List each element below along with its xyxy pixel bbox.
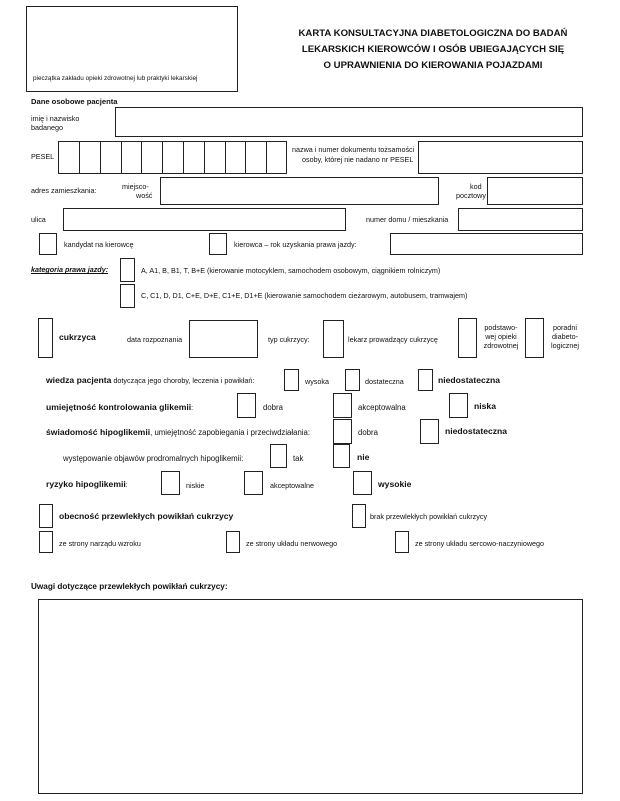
risk-high-label: wysokie	[378, 479, 412, 489]
control-low-label: niska	[474, 401, 496, 411]
knowledge-insufficient-label: niedostateczna	[438, 375, 501, 385]
knowledge-sufficient-label: dostateczna	[365, 377, 404, 386]
complications-absent-label: brak przewlekłych powikłań cukrzycy	[370, 512, 488, 521]
diabetes-checkbox[interactable]	[38, 318, 53, 358]
hypo-awareness-label: świadomość hipoglikemii	[46, 427, 151, 437]
city-field[interactable]	[160, 177, 439, 205]
knowledge-high-checkbox[interactable]	[284, 369, 299, 391]
pesel-field[interactable]	[58, 141, 287, 174]
cardiovascular-label: ze strony układu sercowo-naczyniowego	[415, 539, 545, 548]
house-number-label: numer domu / mieszkania	[366, 215, 449, 224]
driver-label: kierowca – rok uzyskania prawa jazdy:	[234, 240, 357, 249]
hypo-risk-label: ryzyko hipoglikemii	[46, 479, 126, 489]
attending-doctor-label: lekarz prowadzący cukrzycę	[348, 335, 438, 344]
glycemia-control-row: umiejętność kontrolowania glikemii:	[46, 402, 194, 412]
city-label-2: wość	[136, 191, 153, 200]
risk-high-checkbox[interactable]	[353, 471, 372, 495]
risk-acceptable-checkbox[interactable]	[244, 471, 263, 495]
license-year-field[interactable]	[390, 233, 583, 255]
diabetes-label: cukrzyca	[59, 332, 96, 342]
nervous-system-label: ze strony układu nerwowego	[246, 539, 338, 548]
control-good-label: dobra	[263, 403, 283, 412]
category-a-checkbox[interactable]	[120, 258, 135, 282]
title-line-3: O UPRAWNIENIA DO KIEROWANIA POJAZDAMI	[323, 60, 543, 71]
knowledge-sufficient-checkbox[interactable]	[345, 369, 360, 391]
address-label: adres zamieszkania:	[31, 186, 97, 195]
name-label-2: badanego	[31, 123, 63, 132]
prodromal-yes-checkbox[interactable]	[270, 444, 287, 468]
document-label-1: nazwa i numer dokumentu tożsamości	[292, 145, 415, 154]
title-line-1: KARTA KONSULTACYJNA DIABETOLOGICZNA DO BADAŃ	[298, 28, 568, 39]
prodromal-yes-label: tak	[293, 454, 304, 463]
name-label-1: imię i nazwisko	[31, 114, 80, 123]
knowledge-insufficient-checkbox[interactable]	[418, 369, 433, 391]
city-label-1: miejsco-	[122, 182, 149, 191]
awareness-good-checkbox[interactable]	[333, 419, 352, 444]
vision-checkbox[interactable]	[39, 531, 53, 553]
postal-code-field[interactable]	[487, 177, 583, 205]
risk-acceptable-label: akceptowalne	[270, 481, 314, 490]
control-acceptable-label: akceptowalna	[358, 403, 406, 412]
diabetes-type-field[interactable]	[323, 320, 344, 358]
primary-care-label: podstawo- wej opieki zdrowotnej	[483, 323, 519, 350]
hypo-risk-row: ryzyko hipoglikemii:	[46, 479, 128, 489]
nervous-system-checkbox[interactable]	[226, 531, 240, 553]
category-a-label: A, A1, B, B1, T, B+E (kierowanie motocyklem, samochodem osobowym, ciągnikiem rolniczym)	[141, 266, 441, 275]
control-good-checkbox[interactable]	[237, 393, 256, 418]
category-c-label: C, C1, D, D1, C+E, D+E, C1+E, D1+E (kierowanie samochodem cieżarowym, autobusem, tramwajem)	[141, 291, 468, 300]
awareness-insufficient-checkbox[interactable]	[420, 419, 439, 444]
stamp-label: pieczątka zakładu opieki zdrowotnej lub praktyki lekarskiej	[33, 75, 198, 82]
prodromal-label: występowanie objawów prodromalnych hipoglikemii:	[63, 454, 244, 463]
license-category-label: kategoria prawa jazdy:	[31, 265, 109, 274]
personal-section-title: Dane osobowe pacjenta	[31, 97, 118, 106]
cardiovascular-checkbox[interactable]	[395, 531, 409, 553]
prodromal-no-checkbox[interactable]	[333, 444, 350, 468]
glycemia-control-label: umiejętność kontrolowania glikemii	[46, 402, 192, 412]
house-number-field[interactable]	[458, 208, 583, 231]
risk-low-checkbox[interactable]	[161, 471, 180, 495]
knowledge-row	[46, 376, 254, 385]
vision-label: ze strony narządu wzroku	[59, 539, 141, 548]
pesel-label: PESEL	[31, 152, 55, 161]
form-title	[268, 26, 598, 74]
diabetology-clinic-checkbox[interactable]	[525, 318, 544, 358]
candidate-checkbox[interactable]	[39, 233, 57, 255]
title-line-2: LEKARSKICH KIEROWCÓW I OSÓB UBIEGAJĄCYCH SIĘ	[301, 44, 565, 55]
name-field[interactable]	[115, 107, 583, 137]
control-low-checkbox[interactable]	[449, 393, 468, 418]
remarks-title: Uwagi dotyczące przewlekłych powikłań cukrzycy:	[31, 582, 228, 591]
candidate-label: kandydat na kierowcę	[64, 240, 134, 249]
street-label: ulica	[31, 215, 46, 224]
knowledge-label: wiedza pacjenta	[46, 375, 112, 385]
prodromal-no-label: nie	[357, 452, 370, 462]
complications-present-label: obecność przewlekłych powikłań cukrzycy	[59, 511, 234, 521]
risk-low-label: niskie	[186, 481, 205, 490]
complications-present-checkbox[interactable]	[39, 504, 53, 528]
awareness-insufficient-label: niedostateczna	[445, 426, 508, 436]
diagnosis-date-label: data rozpoznania	[127, 335, 183, 344]
knowledge-high-label: wysoka	[305, 377, 329, 386]
primary-care-checkbox[interactable]	[458, 318, 477, 358]
awareness-good-label: dobra	[358, 428, 378, 437]
document-field[interactable]	[418, 141, 583, 174]
document-label-2: osoby, której nie nadano nr PESEL	[302, 155, 414, 164]
diabetes-type-label: typ cukrzycy:	[268, 335, 310, 344]
category-c-checkbox[interactable]	[120, 284, 135, 308]
control-acceptable-checkbox[interactable]	[333, 393, 352, 418]
diagnosis-date-field[interactable]	[189, 320, 258, 358]
knowledge-description: dotycząca jego choroby, leczenia i powikłań:	[113, 376, 255, 385]
hypo-awareness-row: świadomość hipoglikemii, umiejętność zapobiegania i przeciwdziałania:	[46, 427, 311, 437]
driver-checkbox[interactable]	[209, 233, 227, 255]
complications-absent-checkbox[interactable]	[352, 504, 366, 528]
postal-label-2: pocztowy	[456, 191, 486, 200]
postal-label-1: kod	[470, 182, 482, 191]
street-field[interactable]	[63, 208, 346, 231]
remarks-field[interactable]	[38, 599, 583, 794]
diabetology-clinic-label: poradni diabeto- logicznej	[551, 323, 579, 350]
